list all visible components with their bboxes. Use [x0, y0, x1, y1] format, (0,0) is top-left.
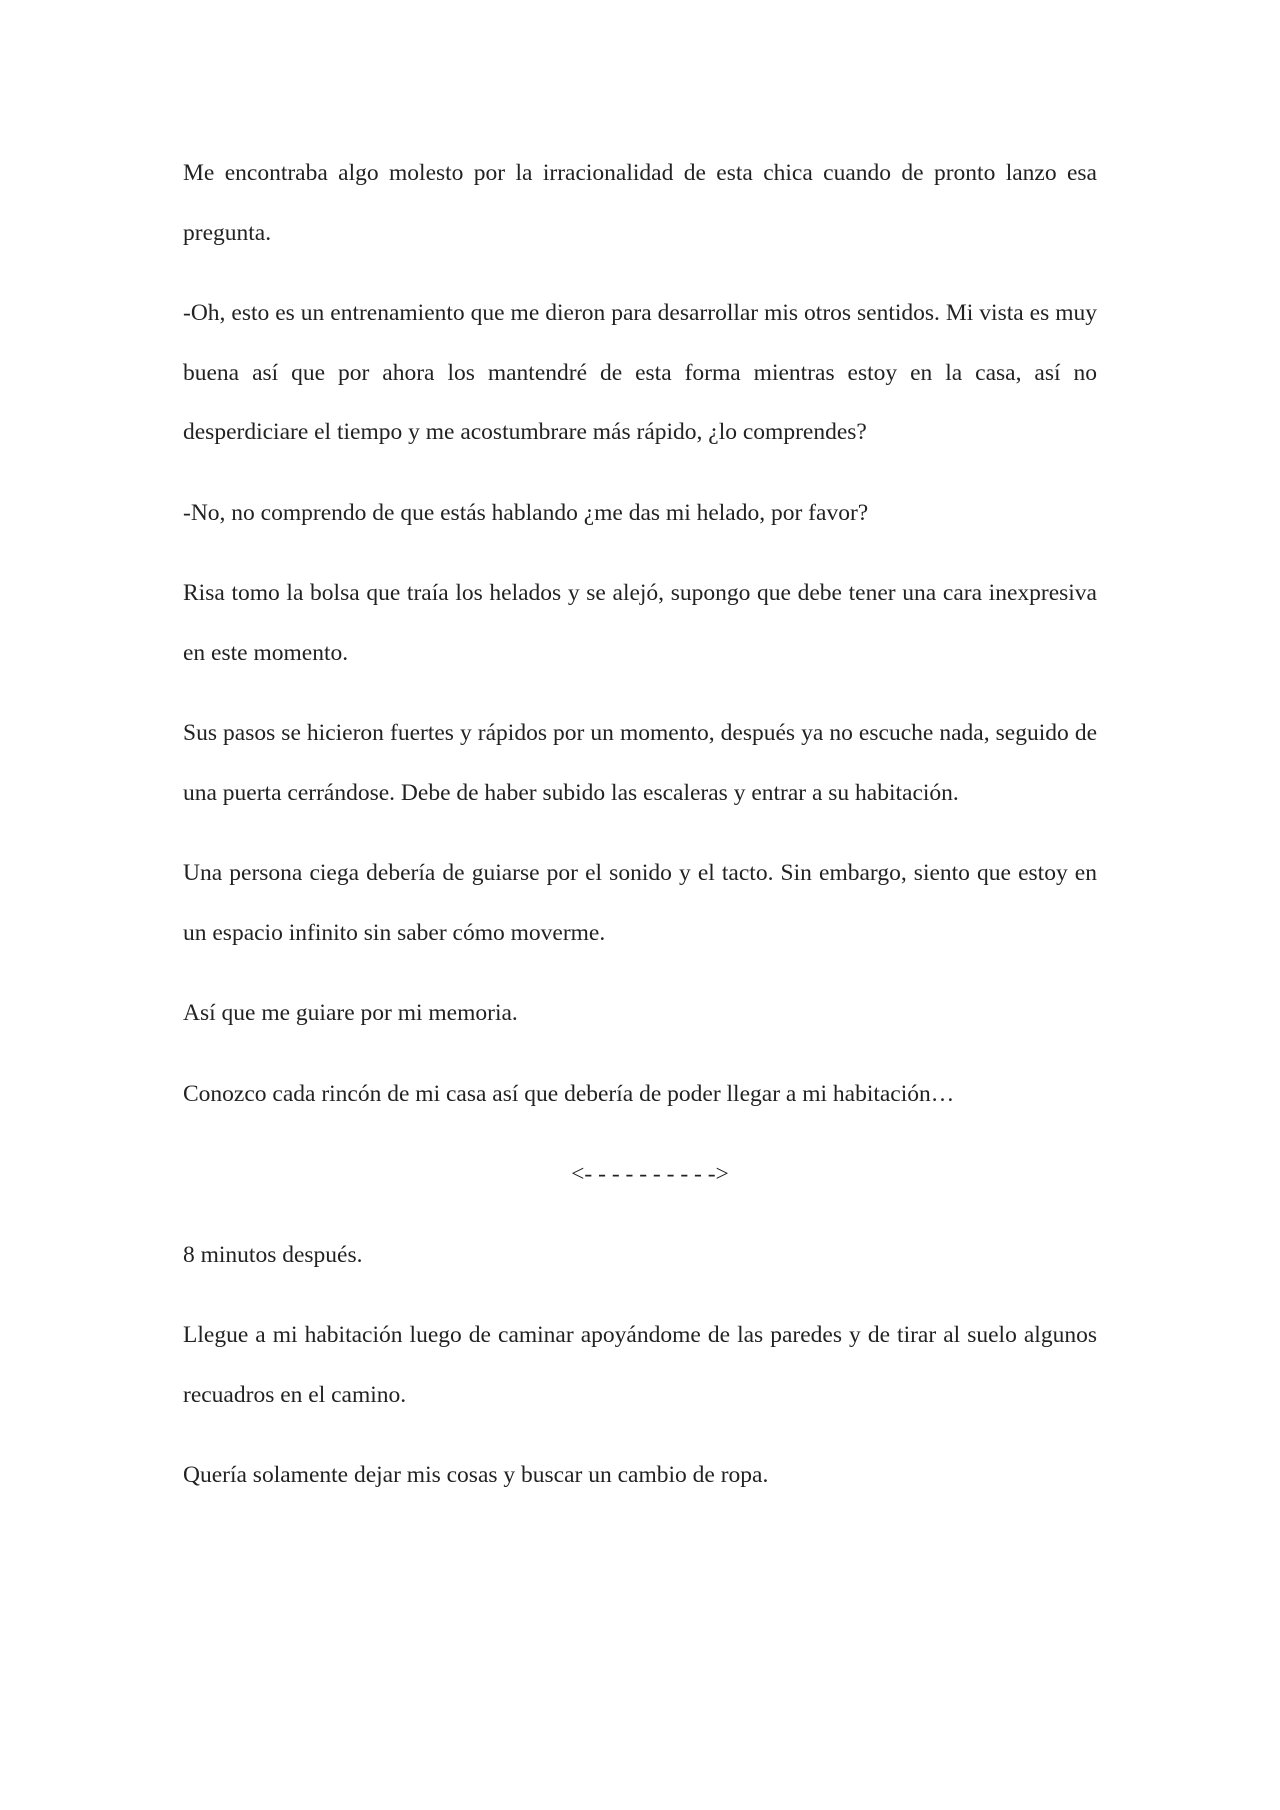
paragraph: Risa tomo la bolsa que traía los helados y se alejó, supongo que debe tener una cara inexpresiva en este momento.	[183, 580, 1097, 666]
paragraph: Quería solamente dejar mis cosas y buscar un cambio de ropa.	[183, 1462, 769, 1488]
paragraph: -Oh, esto es un entrenamiento que me dieron para desarrollar mis otros sentidos. Mi vista es muy buena así que por ahora los mantendré de esta forma mientras estoy en la casa, así no desperdiciare el tiempo y me acostumbrare más rápido, ¿lo comprendes?	[183, 300, 1097, 445]
paragraph: -No, no comprendo de que estás hablando ¿me das mi helado, por favor?	[183, 499, 869, 526]
paragraph: 8 minutos después.	[183, 1241, 363, 1268]
paragraph: Una persona ciega debería de guiarse por el sonido y el tacto. Sin embargo, siento que estoy en un espacio infinito sin saber cómo moverme.	[183, 860, 1097, 946]
paragraph: Me encontraba algo molesto por la irracionalidad de esta chica cuando de pronto lanzo esa pregunta.	[183, 160, 1097, 246]
document-body	[183, 144, 1097, 1527]
paragraph: Conozco cada rincón de mi casa así que debería de poder llegar a mi habitación…	[183, 1080, 955, 1107]
scene-separator: <- - - - - - - - - ->	[571, 1161, 729, 1187]
paragraph: Así que me guiare por mi memoria.	[183, 1000, 518, 1026]
paragraph: Sus pasos se hicieron fuertes y rápidos por un momento, después ya no escuche nada, seguido de una puerta cerrándose. Debe de haber subido las escaleras y entrar a su habitación.	[183, 720, 1097, 806]
paragraph: Llegue a mi habitación luego de caminar apoyándome de las paredes y de tirar al suelo algunos recuadros en el camino.	[183, 1322, 1097, 1408]
